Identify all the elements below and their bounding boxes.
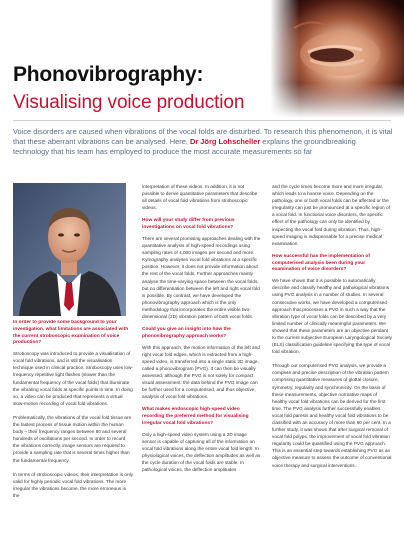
- interview-question: How successful has the implementation of computerised analysis been during your examination of voice disorders?: [272, 253, 370, 273]
- vocal-folds-image: [270, 0, 404, 118]
- body-paragraph: There are several promising approaches dealing with the quantitative analysis of high-speed recordings using sampling rates of 4,000 images per second and more. Kymography analyses vocal fold vibrations at a specific position. However, it does not provide information about the rest of the vocal folds. Further approaches mainly analyse the time-varying space between the vocal folds, but no differentiation between the left and right vocal fold is possible. By contrast, we have developed the phonovibrography approach which is the only methodology that incorporates the entire visible two-dimensional (2D) vibration pattern of both vocal folds.: [142, 235, 261, 319]
- intro-text-1: Voice disorders are caused when vibrations of the vocal folds are disturbed. To research this phenomenon, it is vital that these aberrant vibrations can be analysed. Here,: [13, 127, 393, 146]
- intro-text-2: explains the groundbreaking technology that his team has employed to produce the most accurate measurements so far: [13, 136, 356, 156]
- body-paragraph: Problematically, the vibrations of the vocal fold tissue are the fastest process of tissue motion within the human body – their frequency ranges between 80 and several hundreds of oscillations per second. In order to record the vibrations correctly, image sensors are required to provide a sampling rate that is several times higher than the fundamental frequency.: [13, 414, 132, 463]
- title-divider: [13, 120, 391, 121]
- author-name: Dr Jörg Lohscheller: [189, 136, 261, 146]
- interview-question: How will your study differ from previous investigations on vocal fold vibrations?: [142, 218, 235, 231]
- body-paragraph: Stroboscopy was introduced to provide a visualisation of vocal fold vibrations, and is still the visualisation technique used in clinical practice. Stroboscopy uses low-frequency repetitive light flashes (slower than the fundamental frequency of the vocal folds) that illuminate the vibrating vocal folds at specific points in time. In doing so, a video can be produced that represents a virtual slow-motion recording of vocal fold vibrations.: [13, 351, 133, 406]
- interview-question: Could you give an insight into how the phonovibrography approach works?: [142, 327, 231, 339]
- column-3: [272, 183, 392, 546]
- body-paragraph: We have shown that it is possible to automatically describe and classify healthy and pathological vibrations using PVG analysis in a number of studies. In several consecutive works, we have developed a computerised approach that processes a PVG in such a way that the vibration type of vocal folds can be described by a very limited number of clinically meaningful parameters. We showed that these parameters are an objective pendant to the current subjective European Laryngological Society (ELS) classification guideline specifying the type of vocal fold vibration.: [272, 278, 392, 355]
- body-paragraph: Through our computerised PVG analysis, we provide a complete and precise description of the vibration pattern comprising quantitative measures of glottal closure, symmetry, regularity and synchronicity. On the basis of these measurements, objective normative maps of healthy vocal fold vibrations can be derived for the first time. The PVG analysis further successfully enables vocal fold paresis and healthy vocal fold vibrations to be classified with an accuracy of more than 90 per cent. In a further study, it was shown that after surgical removal of vocal fold polyps, the improvement of vocal fold vibration regularity could be quantified using the PVG approach. This is an essential step towards establishing PVG as an objective measure to assess the outcome of conventional voice therapy and surgical interventions.: [272, 363, 392, 468]
- article-title: Phonovibrography:: [13, 63, 204, 86]
- interview-question: What makes endoscopic high-speed video recording the preferred method for visualising irregular vocal fold vibrations?: [142, 407, 249, 427]
- column-1: [13, 320, 133, 546]
- body-paragraph: In terms of stroboscopic videos, their interpretation is only valid for highly periodic vocal fold vibrations. The more irregular the vibrations become, the more erroneous is the: [13, 471, 133, 498]
- article-subtitle: Visualising voice production: [13, 92, 245, 113]
- body-paragraph: interpretation of these videos. In addition, it is not possible to derive quantitative parameters that describe all details of vocal fold vibrations from stroboscopic videos.: [142, 184, 258, 211]
- article-intro: [13, 127, 393, 157]
- body-paragraph: Only a high-speed video system using a 2D image sensor is capable of capturing all of the information on vocal fold vibrations along the entire vocal fold length. In physiological voices, the deflection amplitudes as well as the cycle duration of the vocal folds are stable. In pathological voices, the deflection amplitudes: [142, 431, 261, 473]
- interview-question: In order to provide some background to your investigation, what limitations are associated with the current stroboscopic examination of voice production?: [13, 320, 129, 346]
- author-photo: [13, 183, 126, 316]
- column-2: [142, 183, 262, 546]
- body-paragraph: With this approach, the motion information of the left and right vocal fold edges, which is extracted from a high-speed video, is transferred into a single static 2D image, called a phonovibrogram (PVG). It can then be visually assessed, although the PVG is not solely for compact visual assessment: the data behind the PVG image can be further used for a computerised, and thus objective, analysis of vocal fold vibrations.: [142, 344, 260, 400]
- body-paragraph: and the cycle times become more and more irregular, which leads to a hoarse voice. Depending on the pathology, one or both vocal folds can be affected or the irregularity can just be pronounced at a specific region of a vocal fold. In functional voice disorders, the specific effect of the pathology can only be identified by inspecting the vocal fold during vibration. Thus, high-speed imaging is indispensable for a precise medical examination.: [272, 184, 390, 246]
